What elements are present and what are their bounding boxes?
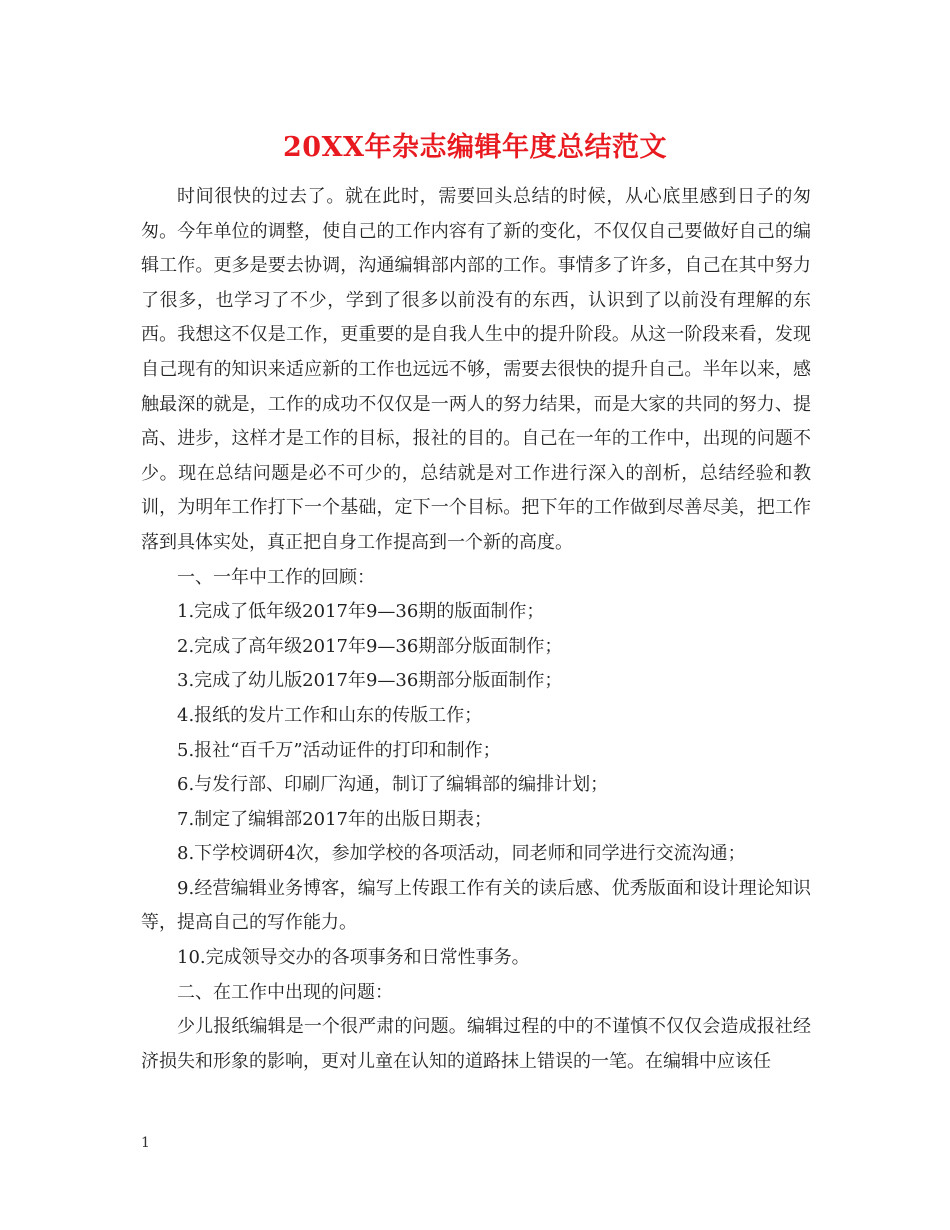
problems-paragraph: 少儿报纸编辑是一个很严肃的问题。编辑过程的中的不谨慎不仅仅会造成报社经济损失和形象的影响，更对儿童在认知的道路抹上错误的一笔。在编辑中应该任	[141, 1016, 811, 1072]
list-item: 8.下学校调研4次，参加学校的各项活动，同老师和同学进行交流沟通；	[177, 843, 746, 865]
list-item: 7.制定了编辑部2017年的出版日期表；	[177, 808, 492, 830]
document-title: 20XX年杂志编辑年度总结范文	[283, 132, 667, 163]
list-item: 4.报纸的发片工作和山东的传版工作；	[177, 704, 483, 726]
page-number: 1	[141, 1135, 150, 1151]
list-item: 10.完成领导交办的各项事务和日常性事务。	[177, 947, 530, 969]
list-item: 9.经营编辑业务博客，编写上传跟工作有关的读后感、优秀版面和设计理论知识等，提高自己的写作能力。	[141, 877, 811, 934]
section-heading-problems: 二、在工作中出现的问题：	[177, 981, 393, 1003]
intro-paragraph: 时间很快的过去了。就在此时，需要回头总结的时候，从心底里感到日子的匆匆。今年单位的调整，使自己的工作内容有了新的变化，不仅仅自己要做好自己的编辑工作。更多是要去协调，沟通编辑部内部的工作。事情多了许多，自己在其中努力了很多，也学习了不少，学到了很多以前没有的东西，认识到了以前没有理解的东西。我想这不仅是工作，更重要的是自我人生中的提升阶段。从这一阶段来看，发现自己现有的知识来适应新的工作也远远不够，需要去很快的提升自己。半年以来，感触最深的就是，工作的成功不仅仅是一两人的努力结果，而是大家的共同的努力、提高、进步，这样才是工作的目标，报社的目的。自己在一年的工作中，出现的问题不少。现在总结问题是必不可少的，总结就是对工作进行深入的剖析，总结经验和教训，为明年工作打下一个基础，定下一个目标。把下年的工作做到尽善尽美，把工作落到具体实处，真正把自身工作提高到一个新的高度。	[141, 186, 811, 553]
document-body	[141, 180, 811, 1079]
list-item: 6.与发行部、印刷厂沟通，制订了编辑部的编排计划；	[177, 774, 609, 796]
section-heading-review: 一、一年中工作的回顾：	[177, 566, 375, 588]
list-item: 5.报社“百千万”活动证件的打印和制作；	[177, 739, 501, 761]
list-item: 3.完成了幼儿版2017年9—36期部分版面制作；	[177, 670, 563, 692]
list-item: 2.完成了高年级2017年9—36期部分版面制作；	[177, 635, 563, 657]
list-item: 1.完成了低年级2017年9—36期的版面制作；	[177, 601, 545, 623]
